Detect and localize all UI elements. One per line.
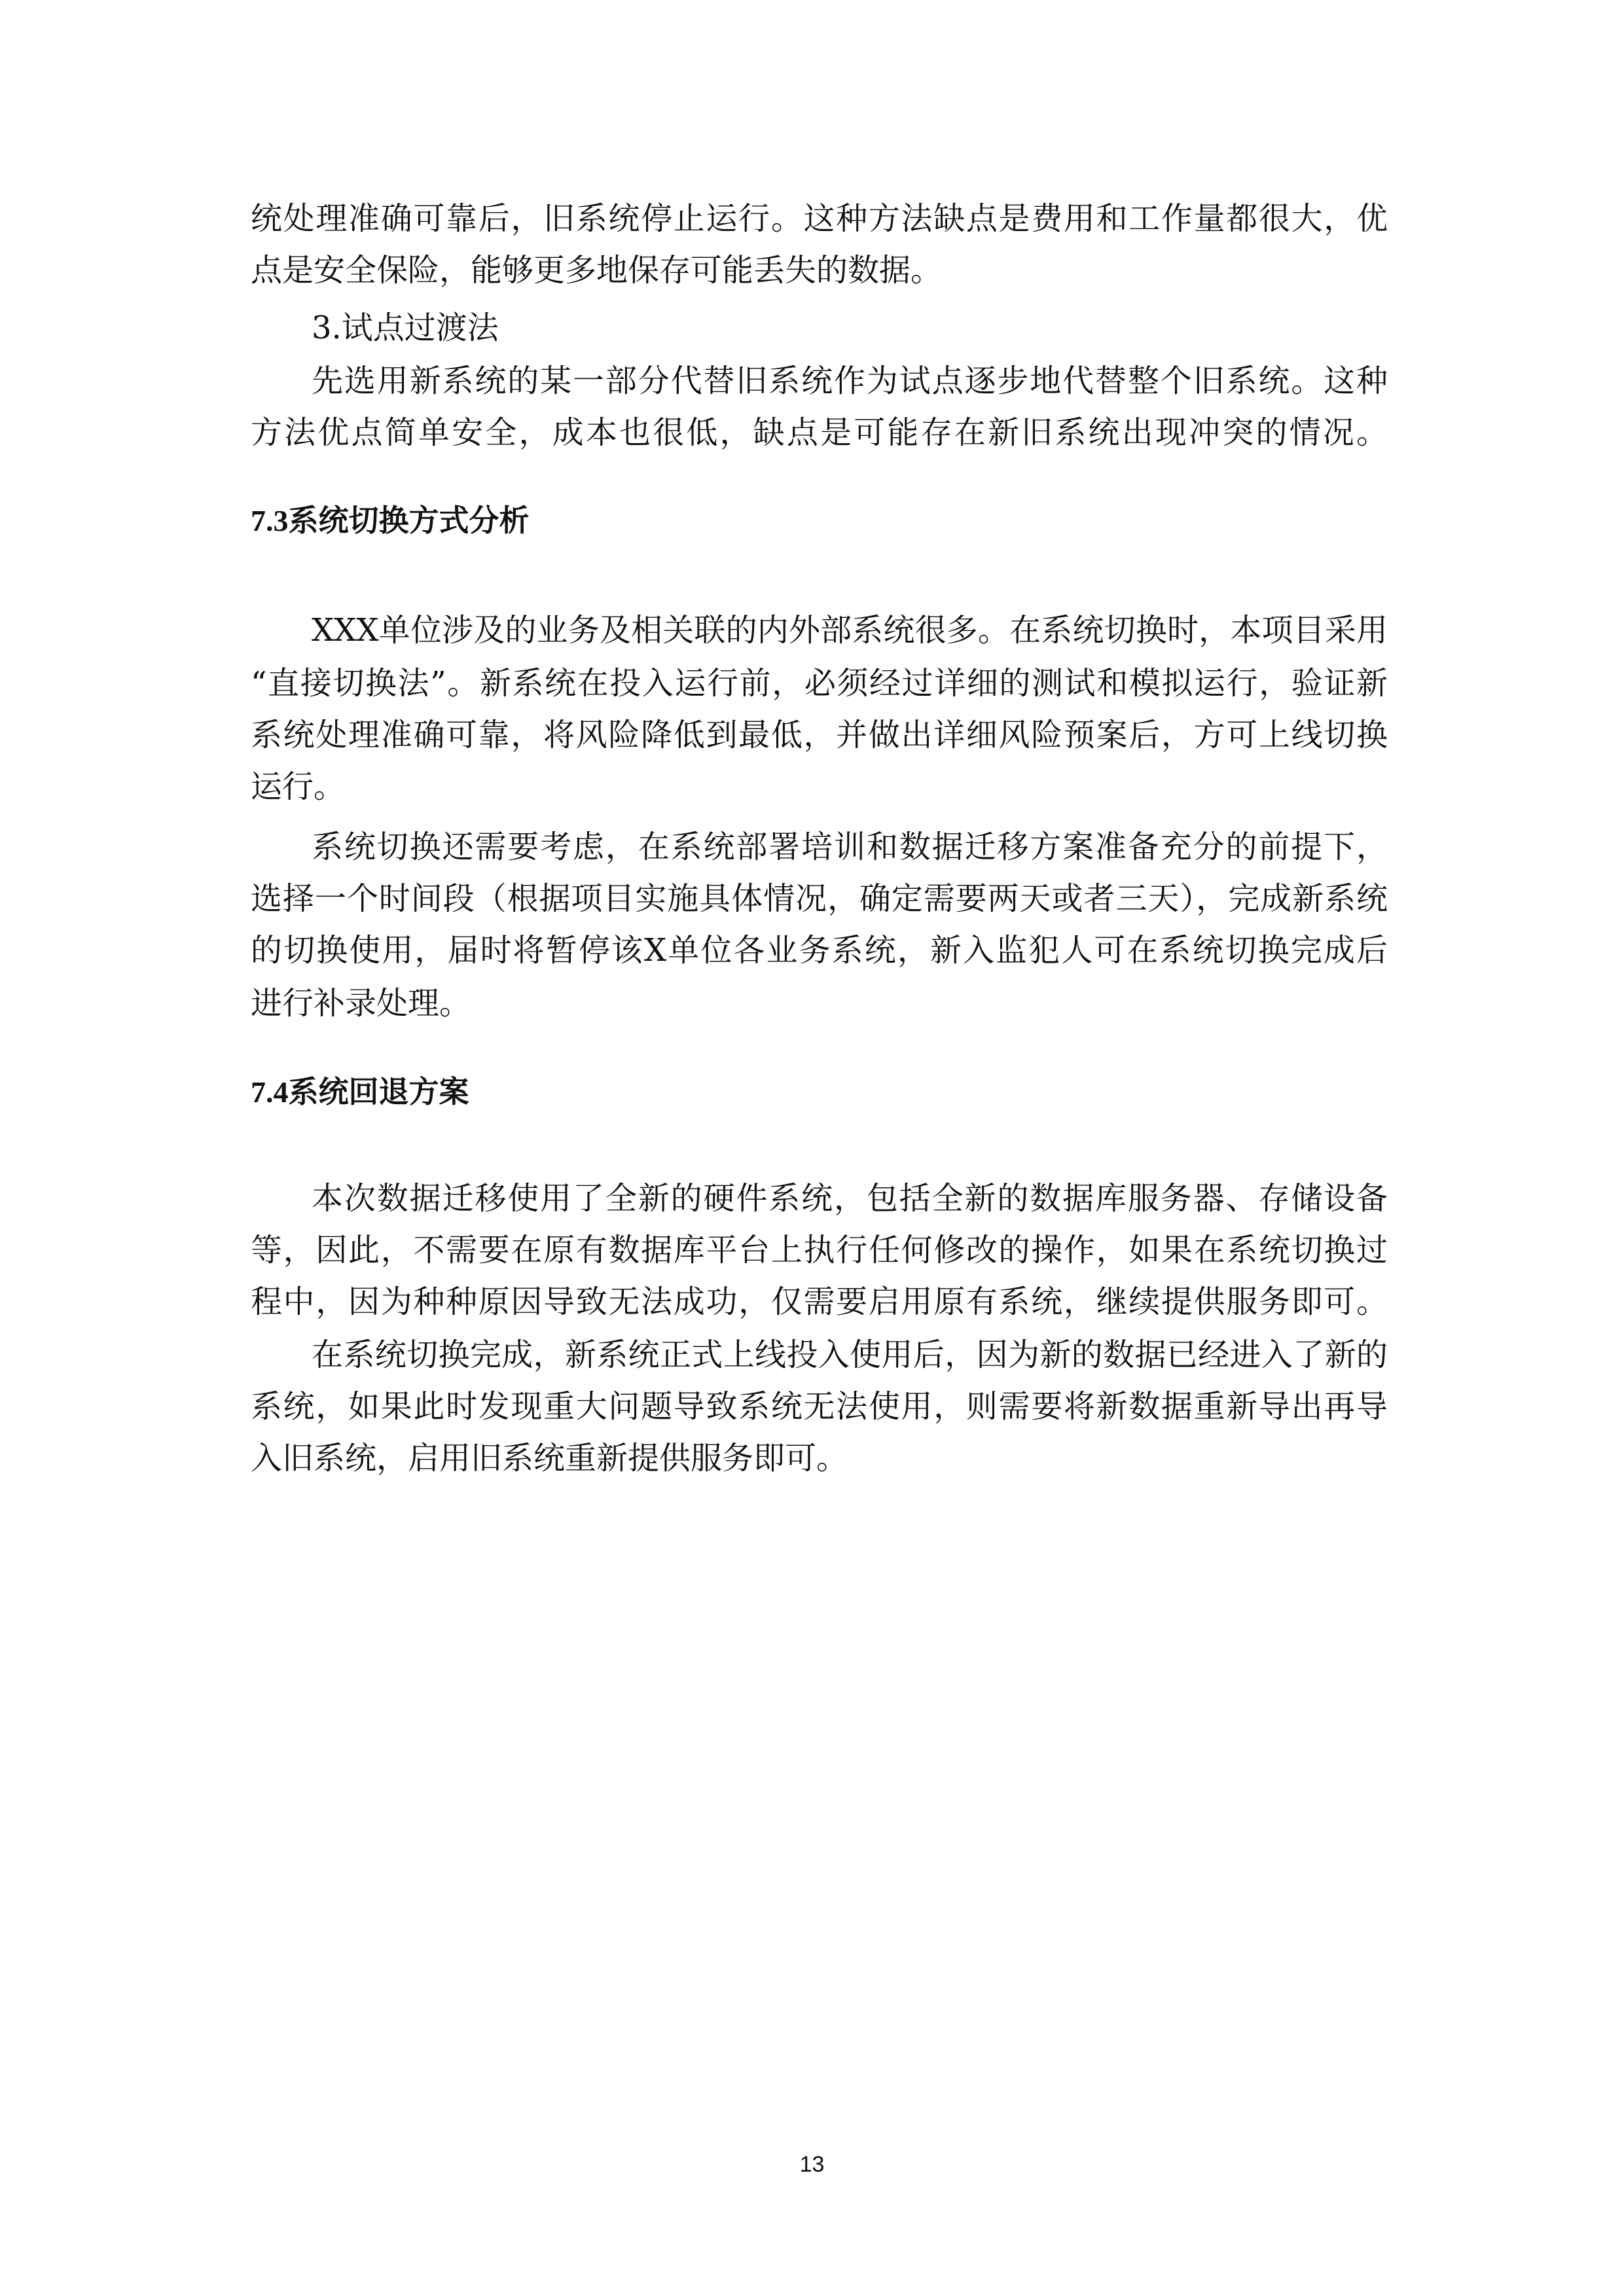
paragraph-line: 系统切换还需要考虑，在系统部署培训和数据迁移方案准备充分的前提下， <box>312 829 1388 865</box>
paragraph-line: 点是安全保险，能够更多地保存可能丢失的数据。 <box>251 252 943 289</box>
paragraph-line: XXX单位涉及的业务及相关联的内外部系统很多。在系统切换时，本项目采用 <box>312 612 1388 649</box>
page-number: 13 <box>799 2152 825 2177</box>
paragraph-line: 进行补录处理。 <box>251 985 471 1022</box>
paragraph-line: 统处理准确可靠后，旧系统停止运行。这种方法缺点是费用和工作量都很大，优 <box>251 200 1388 237</box>
paragraph-line: 先选用新系统的某一部分代替旧系统作为试点逐步地代替整个旧系统。这种 <box>312 363 1388 399</box>
paragraph-line: 在系统切换完成，新系统正式上线投入使用后，因为新的数据已经进入了新的 <box>312 1336 1388 1373</box>
section-heading-7-4: 7.4系统回退方案 <box>251 1075 469 1109</box>
paragraph-line: 系统，如果此时发现重大问题导致系统无法使用，则需要将新数据重新导出再导 <box>251 1388 1388 1425</box>
paragraph-line: 等，因此，不需要在原有数据库平台上执行任何修改的操作，如果在系统切换过 <box>251 1232 1388 1268</box>
paragraph-line: 程中，因为种种原因导致无法成功，仅需要启用原有系统，继续提供服务即可。 <box>251 1283 1388 1320</box>
paragraph-line: “直接切换法”。新系统在投入运行前，必须经过详细的测试和模拟运行，验证新 <box>251 665 1388 702</box>
paragraph-line: 方法优点简单安全，成本也很低，缺点是可能存在新旧系统出现冲突的情况。 <box>251 414 1388 451</box>
subheading: 3.试点过渡法 <box>312 310 499 346</box>
paragraph-line: 选择一个时间段（根据项目实施具体情况，确定需要两天或者三天），完成新系统 <box>251 880 1388 917</box>
paragraph-line: 运行。 <box>251 768 346 805</box>
section-heading-7-3: 7.3系统切换方式分析 <box>251 504 530 537</box>
paragraph-line: 本次数据迁移使用了全新的硬件系统，包括全新的数据库服务器、存储设备 <box>312 1180 1388 1217</box>
paragraph-line: 系统处理准确可靠，将风险降低到最低，并做出详细风险预案后，方可上线切换 <box>251 717 1388 753</box>
paragraph-line: 的切换使用，届时将暂停该X单位各业务系统，新入监犯人可在系统切换完成后 <box>251 932 1388 969</box>
paragraph-line: 入旧系统，启用旧系统重新提供服务即可。 <box>251 1440 848 1477</box>
